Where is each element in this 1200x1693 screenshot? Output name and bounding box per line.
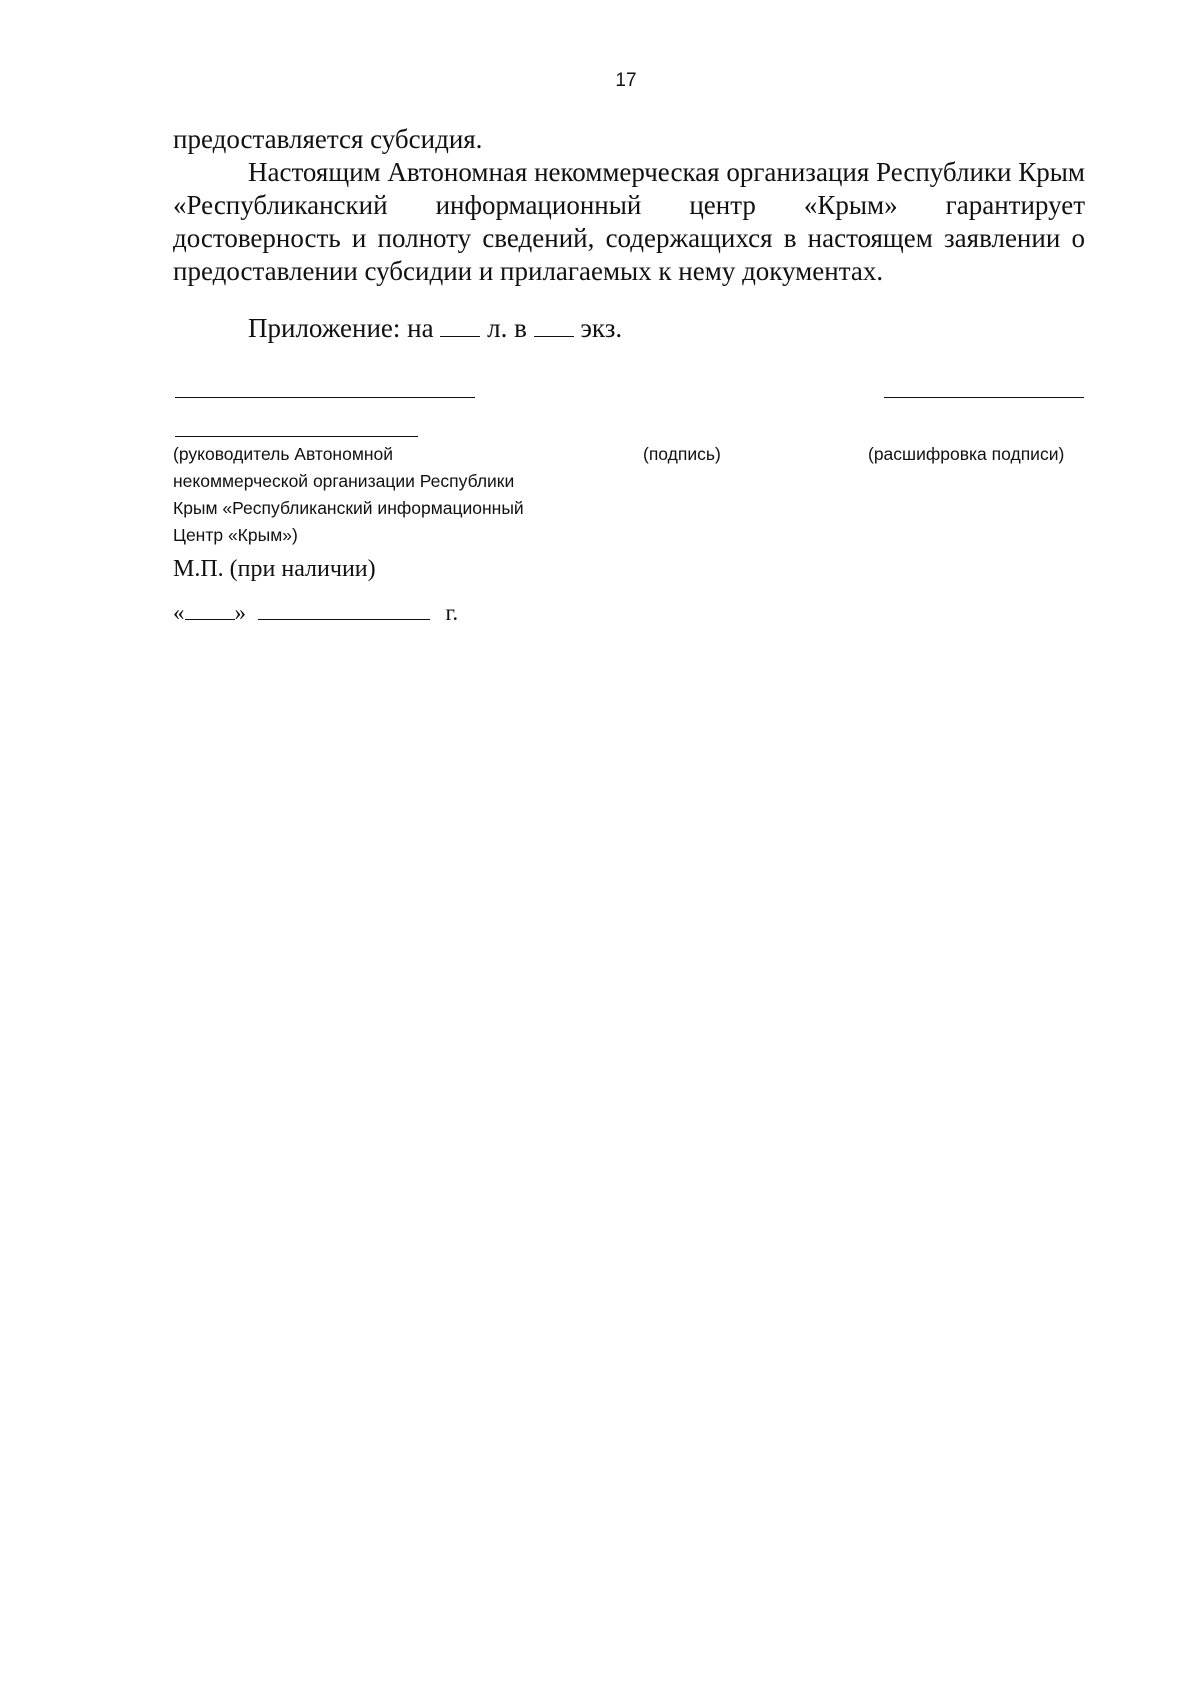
- signature-decoding-label: (расшифровка подписи): [868, 444, 1065, 464]
- day-blank: [185, 605, 235, 620]
- paragraph-guarantee: [173, 156, 1085, 288]
- head-position-rule-upper: [175, 397, 475, 398]
- head-position-rule-lower: [175, 436, 418, 437]
- head-label-line: Центр «Крым»): [173, 525, 298, 545]
- appendix-copies-blank: [534, 318, 574, 337]
- page-number: 17: [615, 70, 637, 91]
- signature-label: (подпись): [643, 444, 721, 464]
- paragraph-guarantee-text: Настоящим Автономная некоммерческая организация Республики Крым «Республиканский информационный центр «Крым» гарантирует достоверность и полноту сведений, содержащихся в настоящем заявлении о предоставлении субсидии и прилагаемых к нему документах.: [173, 157, 1085, 286]
- stamp-label: М.П. (при наличии): [173, 556, 376, 582]
- appendix-prefix: Приложение: на: [248, 313, 434, 343]
- head-label-line: (руководитель Автономной: [173, 444, 394, 464]
- head-position-label: [173, 441, 524, 549]
- date-open-quote: «: [173, 600, 185, 625]
- date-close-quote: »: [234, 600, 246, 625]
- year-suffix: г.: [445, 600, 459, 625]
- head-label-line: Крым «Республиканский информационный: [173, 498, 524, 518]
- month-year-blank: [258, 605, 430, 620]
- paragraph-continuation: предоставляется субсидия.: [173, 124, 483, 154]
- appendix-middle: л. в: [487, 313, 527, 343]
- appendix-sheets-blank: [440, 318, 480, 337]
- head-label-line: некоммерческой организации Республики: [173, 471, 515, 491]
- appendix-line: [248, 313, 622, 344]
- signature-rule: [884, 397, 1084, 398]
- appendix-suffix: экз.: [580, 313, 623, 343]
- date-line: [173, 600, 458, 626]
